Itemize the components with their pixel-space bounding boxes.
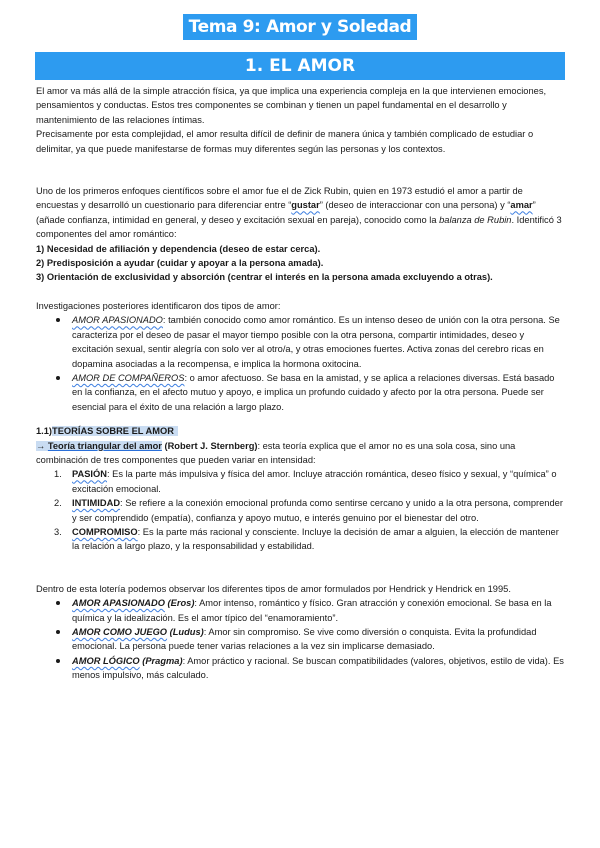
term-intimidad: INTIMIDAD	[72, 498, 121, 509]
theories-heading: 1.1)TEORÍAS SOBRE EL AMOR	[36, 424, 564, 438]
term-balanza: balanza de Rubin	[439, 214, 512, 225]
term-eros: AMOR APASIONADO	[72, 598, 165, 609]
term-amor-companeros: AMOR DE COMPAÑEROS	[72, 372, 185, 383]
list-item: AMOR APASIONADO (Eros): Amor intenso, romántico y físico. Gran atracción y conexión emocional. Se basa en la química y la idealización. Es el amor típico del “enamoramiento”.	[72, 596, 564, 625]
list-item: 1. PASIÓN: Es la parte más impulsiva y física del amor. Incluye atracción romántica, deseo físico y sexual, y “química” o excitación emocional.	[54, 469, 557, 494]
rubin-text-d: . Identificó 3 componentes del amor romántico:	[36, 214, 562, 240]
rubin-paragraph	[36, 184, 564, 242]
term-gustar: gustar	[291, 200, 320, 211]
list-item-text: o amor afectuoso. Se basa en la amistad, y se aplica a relaciones diversas. Está basado en la confianza, en el afecto mutuo y apoyo, e implica un profundo cuidado y afecto por la otra persona. Puede ser esencial para el éxito de una relación a largo plazo.	[72, 372, 555, 412]
rubin-point-3: 3) Orientación de exclusividad y absorción (centrar el interés en la persona amada excluyendo a otras).	[36, 272, 493, 283]
intro-paragraph-2: Precisamente por esta complejidad, el amor resulta difícil de definir de manera única y también complicado de estudiar o delimitar, ya que puede manifestarse de formas muy diferentes según las personas y los contextos.	[36, 129, 534, 154]
hendrick-intro: Dentro de esta lotería podemos observar los diferentes tipos de amor formulados por Hendrick y Hendrick en 1995.	[36, 583, 511, 594]
rubin-text-b: ” (deseo de interaccionar con una persona) y “	[319, 200, 511, 211]
list-item: AMOR APASIONADO: también conocido como amor romántico. Es un intenso deseo de unión con la otra persona. Se caracteriza por el deseo de pasar el mayor tiempo posible con la otra persona, compartir intimidades, deseo y excitación sexual, sentir alegría con solo ver al otro/a, y otras emociones fuertes. Activa zonas del cerebro ricas en dopamina asociadas a la recompensa, e implica la hormona oxitocina.	[72, 313, 564, 371]
hendrick-list	[36, 596, 564, 682]
term-compromiso: COMPROMISO	[72, 526, 138, 537]
list-item: 2. INTIMIDAD: Se refiere a la conexión emocional profunda como sentirse cercano y unido a la otra persona, comprender y ser comprendido (empatía), confianza y apoyo mutuo, e interés genuino por el bienestar del otro.	[54, 498, 563, 523]
term-pasion: PASIÓN	[72, 469, 107, 480]
term-teoria-triangular: Teoría triangular del amor	[47, 440, 162, 451]
document-body	[36, 84, 564, 683]
rubin-text-c: ” (añade confianza, intimidad en general, y deseo y excitación sexual en pareja), conocido como la	[36, 200, 536, 225]
term-amor-apasionado: AMOR APASIONADO	[72, 315, 163, 326]
document-title: Tema 9: Amor y Soledad	[183, 14, 417, 40]
sternberg-components-list	[36, 467, 564, 553]
rubin-point-2: 2) Predisposición a ayudar (cuidar y apoyar a la persona amada).	[36, 258, 324, 269]
sternberg-paragraph: → Teoría triangular del amor (Robert J. Sternberg): esta teoría explica que el amor no es una sola cosa, sino una combinación de tres componentes que pueden variar en intensidad:	[36, 440, 516, 465]
sternberg-author: (Robert J. Sternberg)	[161, 440, 258, 451]
term-pragma: AMOR LÓGICO	[72, 655, 140, 666]
types-intro: Investigaciones posteriores identificaron dos tipos de amor:	[36, 300, 281, 311]
list-item: AMOR LÓGICO (Pragma): Amor práctico y racional. Se buscan compatibilidades (valores, objetivos, estilo de vida). Es menos impulsivo, más calculado.	[72, 654, 564, 683]
love-types-list	[36, 313, 564, 414]
intro-paragraph-1: El amor va más allá de la simple atracción física, ya que implica una experiencia compleja en la que intervienen emociones, pensamientos y conductas. Estos tres componentes se combinan y tienen un papel fundamental en el desarrollo y mantenimiento de las relaciones íntimas.	[36, 86, 547, 125]
list-item: 3. COMPROMISO: Es la parte más racional y consciente. Incluye la decisión de amar a alguien, la elección de mantener la relación a largo plazo, y la responsabilidad y estabilidad.	[54, 526, 559, 552]
arrow-icon: →	[36, 440, 48, 451]
term-amar: amar	[510, 200, 533, 211]
term-ludus: AMOR COMO JUEGO	[72, 627, 168, 637]
rubin-point-1: 1) Necesidad de afiliación y dependencia (deseo de estar cerca).	[36, 243, 321, 254]
section-heading: 1. EL AMOR	[35, 52, 565, 80]
list-item: AMOR COMO JUEGO (Ludus): Amor sin compromiso. Se vive como diversión o conquista. Evita la profundidad emocional. La persona puede tener varias relaciones a la vez sin implicarse demasiado.	[72, 625, 564, 654]
rubin-text-a: Uno de los primeros enfoques científicos sobre el amor fue el de Zick Rubin, quien en 1973 estudió el amor a partir de encuestas y desarrolló un cuestionario para diferenciar entre “	[36, 186, 523, 211]
list-item: AMOR DE COMPAÑEROS: o amor afectuoso. Se basa en la amistad, y se aplica a relaciones diversas. Está basado en la confianza, en el afecto mutuo y apoyo, e implica un profundo cuidado y afecto por la otra persona. Puede ser esencial para el éxito de una relación a largo plazo.	[72, 371, 564, 414]
list-item-text: también conocido como amor romántico. Es un intenso deseo de unión con la otra persona. Se caracteriza por el deseo de pasar el mayor tiempo posible con la otra persona, compartir intimidades, deseo y excitación sexual, sentir alegría con solo ver al otro/a, y otras emociones fuertes. Activa zonas del cerebro ricas en dopamina asociadas a la recompensa, e implica la hormona oxitocina.	[72, 315, 560, 369]
